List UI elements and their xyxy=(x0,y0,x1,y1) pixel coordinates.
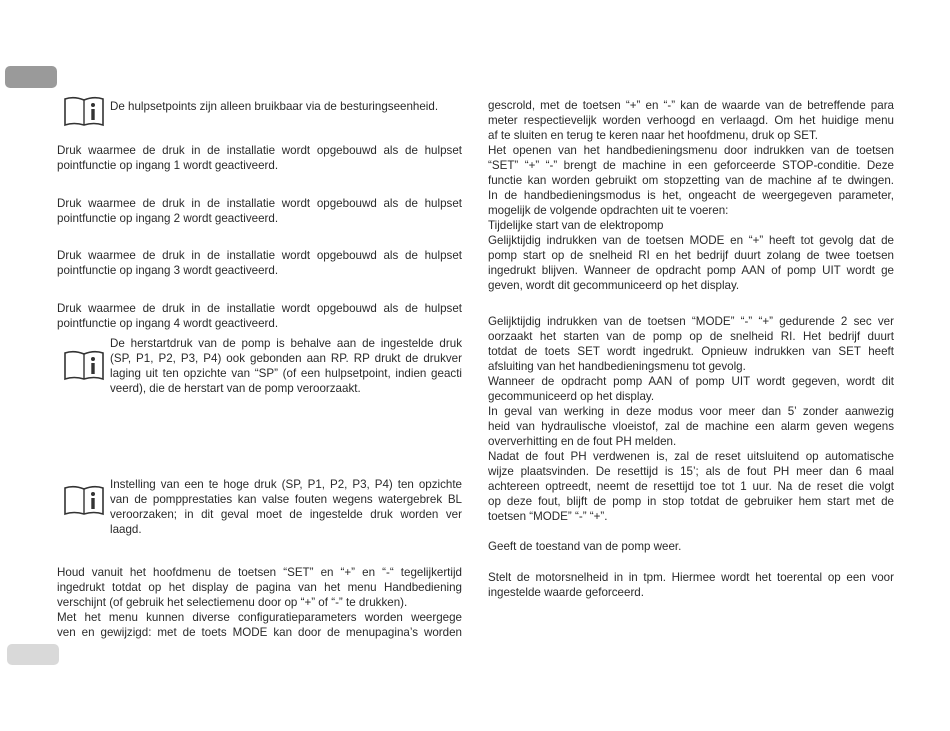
paragraph-p3: Druk waarmee de druk in de installatie wordt opgebouwd als de hulpset pointfunctie op ingang 3 wordt geactiveerd. xyxy=(57,249,462,277)
manual-book-icon xyxy=(63,484,105,516)
paragraph-handbediening: Houd vanuit het hoofdmenu de toetsen “SET” en “+” en “-“ tegelijkertijd ingedrukt totdat op het display de pagina van het menu Handbediening verschijnt (of gebruik het selectiemenu door op “+” of “-” te drukken). Met het menu kunnen diverse configuratieparameters worden weergege ven en gewijzigd: met de toets MODE kan door de menupagina’s worden xyxy=(57,566,462,639)
paragraph-pomp-start: Gelijktijdig indrukken van de toetsen “MODE” “-” “+” gedurende 2 sec ver oorzaakt het starten van de pomp op de snelheid RI. Het bedrijf duurt totdat de toets SET wordt ingedrukt. Opnieuw indrukken van SET heeft afsluiting van het handbedieningsmenu tot gevolg. Wanneer de opdracht pomp AAN of pomp UIT wordt gegeven, wordt dit gecommuniceerd op het display. In geval van werking in deze modus voor meer dan 5’ zonder aanwezig heid van hydraulische vloeistof, zal de machine een alarm geven wegens oververhitting en de fout PH melden. Nadat de fout PH verdwenen is, zal de reset uitsluitend op automatische wijze plaatsvinden. De resettijd is 15’; als de fout PH meer dan 6 maal achtereen optreedt, neemt de resettijd toe tot 1 uur. Na de reset die volgt op deze fout, blijft de pomp in stop totdat de gebruiker hem start met de toetsen “MODE” “-” “+”. xyxy=(488,315,894,523)
note-hulpsetpoints: De hulpsetpoints zijn alleen bruikbaar via de besturingseenheid. xyxy=(110,100,439,113)
manual-book-icon xyxy=(63,349,105,381)
note-te-hoge-druk: Instelling van een te hoge druk (SP, P1, P2, P3, P4) ten opzichte van de pompprestaties kan valse fouten wegens watergebrek BL veroorzaken; in dit geval moet de ingestelde druk worden ver laagd. xyxy=(110,478,462,536)
paragraph-menu-scroll: gescrold, met de toetsen “+” en “-” kan de waarde van de betreffende para meter respectievelijk worden verhoogd en verlaagd. Om het huidige menu af te sluiten en terug te keren naar het hoofdmenu, druk op SET. Het openen van het handbedieningsmenu door indrukken van de toetsen “SET” “+” “-” brengt de machine in een geforceerde STOP-conditie. Deze functie kan worden gebruikt om stopzetting van de machine af te dwingen. In de handbedieningsmodus is het, ongeacht de weergegeven parameter, mogelijk de volgende opdrachten uit te voeren: Tijdelijke start van de elektropomp Gelijktijdig indrukken van de toetsen MODE en “+” heeft tot gevolg dat de pomp start op de snelheid RI en het bedrijf duurt zolang de twee toetsen ingedrukt blijven. Wanneer de opdracht pomp AAN of pomp UIT wordt ge geven, wordt dit gecommuniceerd op het display. xyxy=(488,99,894,292)
paragraph-motorsnelheid: Stelt de motorsnelheid in in tpm. Hiermee wordt het toerental op een voor ingestelde waarde geforceerd. xyxy=(488,571,894,599)
manual-book-icon xyxy=(63,95,105,127)
note-herstartdruk: De herstartdruk van de pomp is behalve aan de ingestelde druk (SP, P1, P2, P3, P4) ook gebonden aan RP. RP drukt de drukver laging uit ten opzichte van “SP” (of een hulpsetpoint, indien geacti veerd), die de herstart van de pomp veroorzaakt. xyxy=(110,337,462,395)
page-tab-marker xyxy=(5,66,57,88)
paragraph-p2: Druk waarmee de druk in de installatie wordt opgebouwd als de hulpset pointfunctie op ingang 2 wordt geactiveerd. xyxy=(57,197,462,225)
paragraph-p4: Druk waarmee de druk in de installatie wordt opgebouwd als de hulpset pointfunctie op ingang 4 wordt geactiveerd. xyxy=(57,302,462,330)
page-number-tab xyxy=(7,644,59,665)
paragraph-p1: Druk waarmee de druk in de installatie wordt opgebouwd als de hulpset pointfunctie op ingang 1 wordt geactiveerd. xyxy=(57,144,462,172)
paragraph-toestand: Geeft de toestand van de pomp weer. xyxy=(488,540,682,553)
